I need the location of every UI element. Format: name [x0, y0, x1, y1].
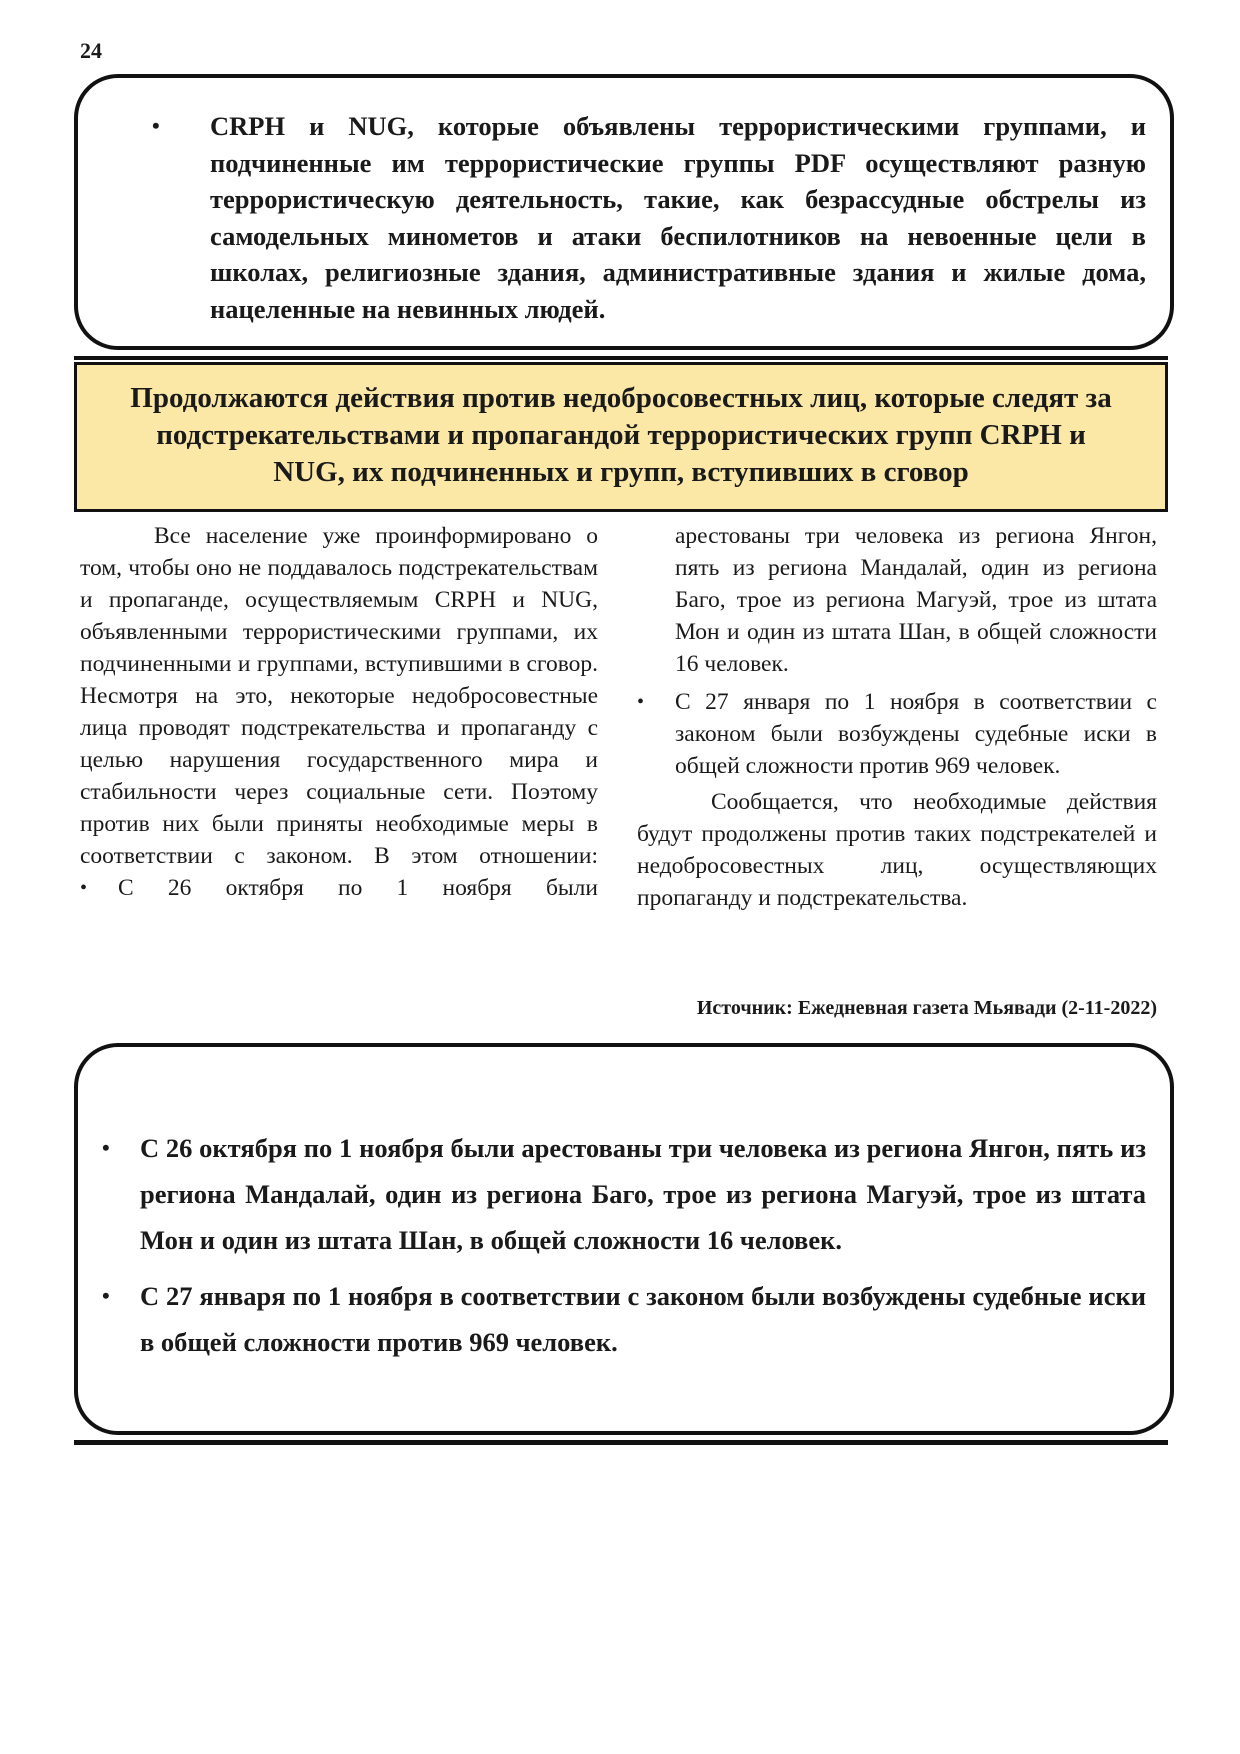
article-intro-paragraph: Все население уже проинформировано о том, чтобы оно не поддавалось подстрекательствам и пропаганде, осуществляемым CRPH и NUG, объявленными террористическими группами, их подчиненными и группами, вступившими в сговор. Несмотря на это, некоторые недобросовестные лица проводят подстрекательства и пропаганду с целью нарушения государственного мира и стабильности через социальные сети. Поэтому против них были приняты необходимые меры в соответствии с законом. В этом отношении: — [80, 523, 598, 869]
summary-item — [102, 1125, 1146, 1263]
summary-list-bottom — [102, 1125, 1146, 1375]
summary-item-text: С 26 октября по 1 ноября были арестованы три человека из региона Янгон, пять из региона Мандалай, один из региона Баго, трое из региона Магуэй, трое из штата Мон и один из штата Шан, в общей сложности 16 человек. — [140, 1133, 1146, 1255]
summary-box-bottom — [74, 1043, 1174, 1435]
bullet-icon: • — [80, 877, 88, 899]
summary-item-text: С 27 января по 1 ноября в соответствии с законом были возбуждены судебные иски в общей сложности против 969 человек. — [140, 1281, 1146, 1357]
page-number: 24 — [80, 38, 102, 63]
article-column-left — [80, 520, 598, 904]
summary-list-top — [136, 108, 1146, 327]
headline-line-1: Продолжаются действия против недобросовестных лиц, которые следят за — [130, 382, 1112, 414]
divider-rule-top — [74, 356, 1168, 360]
summary-item — [152, 108, 1146, 327]
divider-rule-bottom — [74, 1440, 1168, 1445]
article-bullet-arrests-start: С 26 октября по 1 ноября были — [118, 875, 598, 901]
bullet-icon: • — [102, 1283, 110, 1308]
article-column-right — [637, 520, 1157, 914]
bullet-icon: • — [102, 1135, 110, 1160]
summary-item-text: CRPH и NUG, которые объявлены террористическими группами, и подчиненные им террористические группы PDF осуществляют разную террористическую деятельность, такие, как безрассудные обстрелы из самодельных минометов и атаки беспилотников на невоенные цели в школах, религиозные здания, административные здания и жилые дома, нацеленные на невинных людей. — [210, 111, 1146, 324]
headline-line-2: подстрекательствами и пропагандой террористических групп CRPH и — [156, 419, 1086, 451]
headline-line-3: NUG, их подчиненных и групп, вступивших в сговор — [273, 456, 969, 488]
article-headline — [74, 362, 1168, 512]
bullet-icon: • — [637, 691, 645, 713]
article-source: Источник: Ежедневная газета Мьявади (2-11-2022) — [696, 997, 1157, 1019]
summary-item — [102, 1273, 1146, 1365]
article-bullet-arrests — [80, 872, 598, 904]
article-bullet-arrests-continued: арестованы три человека из региона Янгон, пять из региона Мандалай, один из региона Баго, трое из региона Магуэй, трое из штата Мон и один из штата Шан, в общей сложности 16 человек. — [675, 523, 1157, 677]
article-bullet-lawsuits-text: С 27 января по 1 ноября в соответствии с законом были возбуждены судебные иски в общей сложности против 969 человек. — [675, 689, 1157, 779]
article-bullet-lawsuits — [637, 686, 1157, 782]
summary-box-top — [74, 74, 1174, 350]
article-closing-paragraph: Сообщается, что необходимые действия будут продолжены против таких подстрекателей и недобросовестных лиц, осуществляющих пропаганду и подстрекательства. — [637, 789, 1157, 911]
bullet-icon: • — [152, 113, 160, 138]
